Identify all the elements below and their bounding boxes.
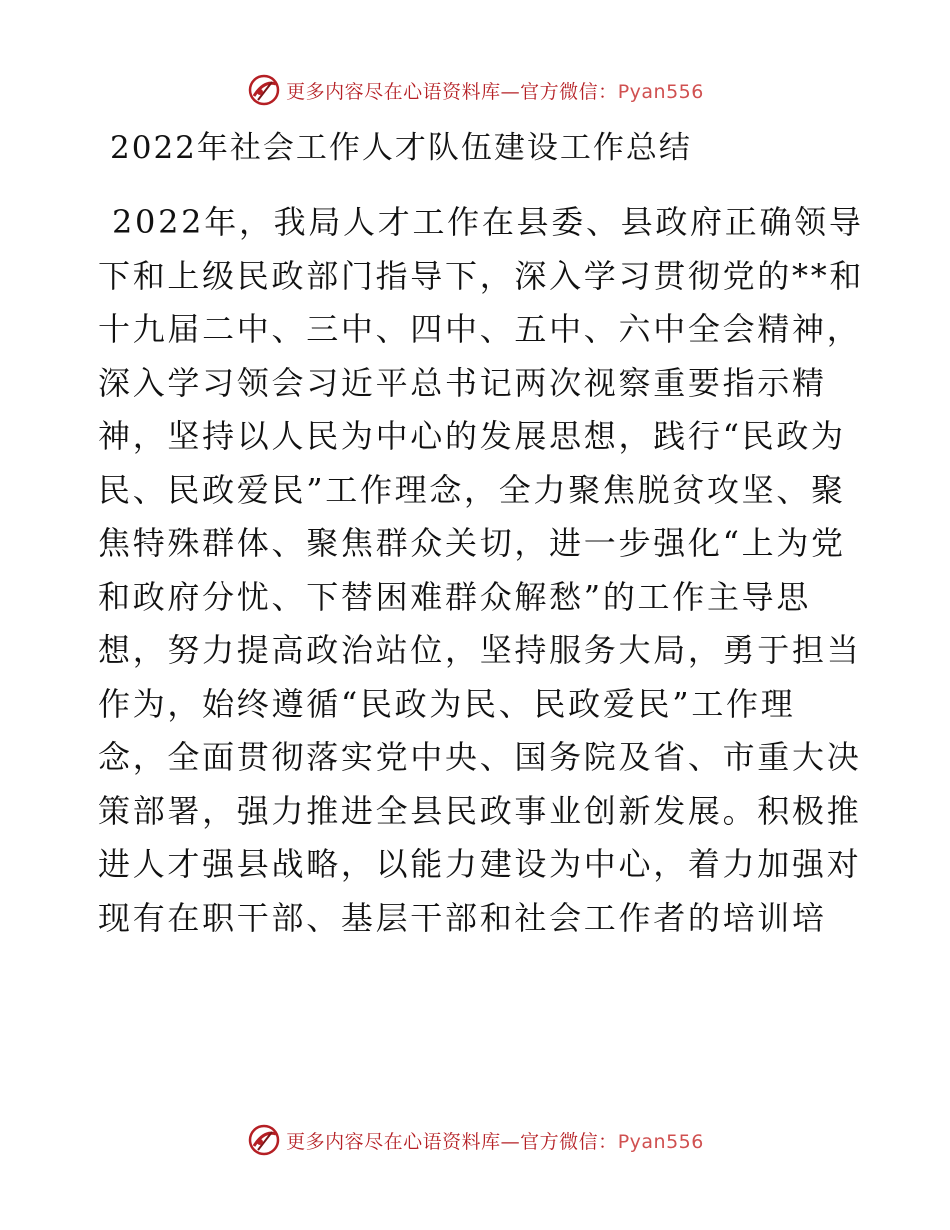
footer-watermark-banner <box>0 1120 950 1160</box>
brand-logo-icon <box>246 1122 282 1158</box>
body-line: 策部署，强力推进全县民政事业创新发展。积极推 <box>98 791 862 830</box>
banner-text <box>286 1127 704 1154</box>
banner-separator: — <box>500 80 521 103</box>
brand-logo-icon <box>246 72 282 108</box>
body-line: 十九届二中、三中、四中、五中、六中全会精神， <box>98 310 862 348</box>
banner-separator: — <box>500 1130 521 1153</box>
body-line: 民、民政爱民”工作理念，全力聚焦脱贫攻坚、聚 <box>98 470 846 509</box>
body-line: 下和上级民政部门指导下，深入学习贯彻党的**和 <box>98 256 865 295</box>
body-line: 焦特殊群体、聚焦群众关切，进一步强化“上为党 <box>98 524 846 562</box>
body-line: 深入学习领会习近平总书记两次视察重要指示精 <box>98 363 827 402</box>
header-watermark-banner <box>0 70 950 110</box>
body-line: 现有在职干部、基层干部和社会工作者的培训培 <box>98 898 827 937</box>
banner-wechat-id: Pyan556 <box>617 80 704 103</box>
document-title: 2022年社会工作人才队伍建设工作总结 <box>110 130 692 166</box>
banner-slogan: 更多内容尽在心语资料库 <box>286 1130 501 1153</box>
banner-wechat-id: Pyan556 <box>617 1130 704 1153</box>
body-line: 2022年，我局人才工作在县委、县政府正确领导 <box>112 203 864 241</box>
body-line: 进人才强县战略，以能力建设为中心，着力加强对 <box>98 845 862 883</box>
body-line: 和政府分忧、下替困难群众解愁”的工作主导思 <box>98 577 812 616</box>
body-line: 作为，始终遵循“民政为民、民政爱民”工作理 <box>98 684 796 723</box>
body-line: 神，坚持以人民为中心的发展思想，践行“民政为 <box>98 417 846 455</box>
banner-text <box>286 77 704 104</box>
document-body <box>98 196 865 945</box>
banner-slogan: 更多内容尽在心语资料库 <box>286 80 501 103</box>
banner-label: 官方微信： <box>520 80 618 103</box>
body-line: 念，全面贯彻落实党中央、国务院及省、市重大决 <box>98 738 862 776</box>
banner-label: 官方微信： <box>520 1130 618 1153</box>
body-line: 想，努力提高政治站位，坚持服务大局，勇于担当 <box>98 631 862 669</box>
